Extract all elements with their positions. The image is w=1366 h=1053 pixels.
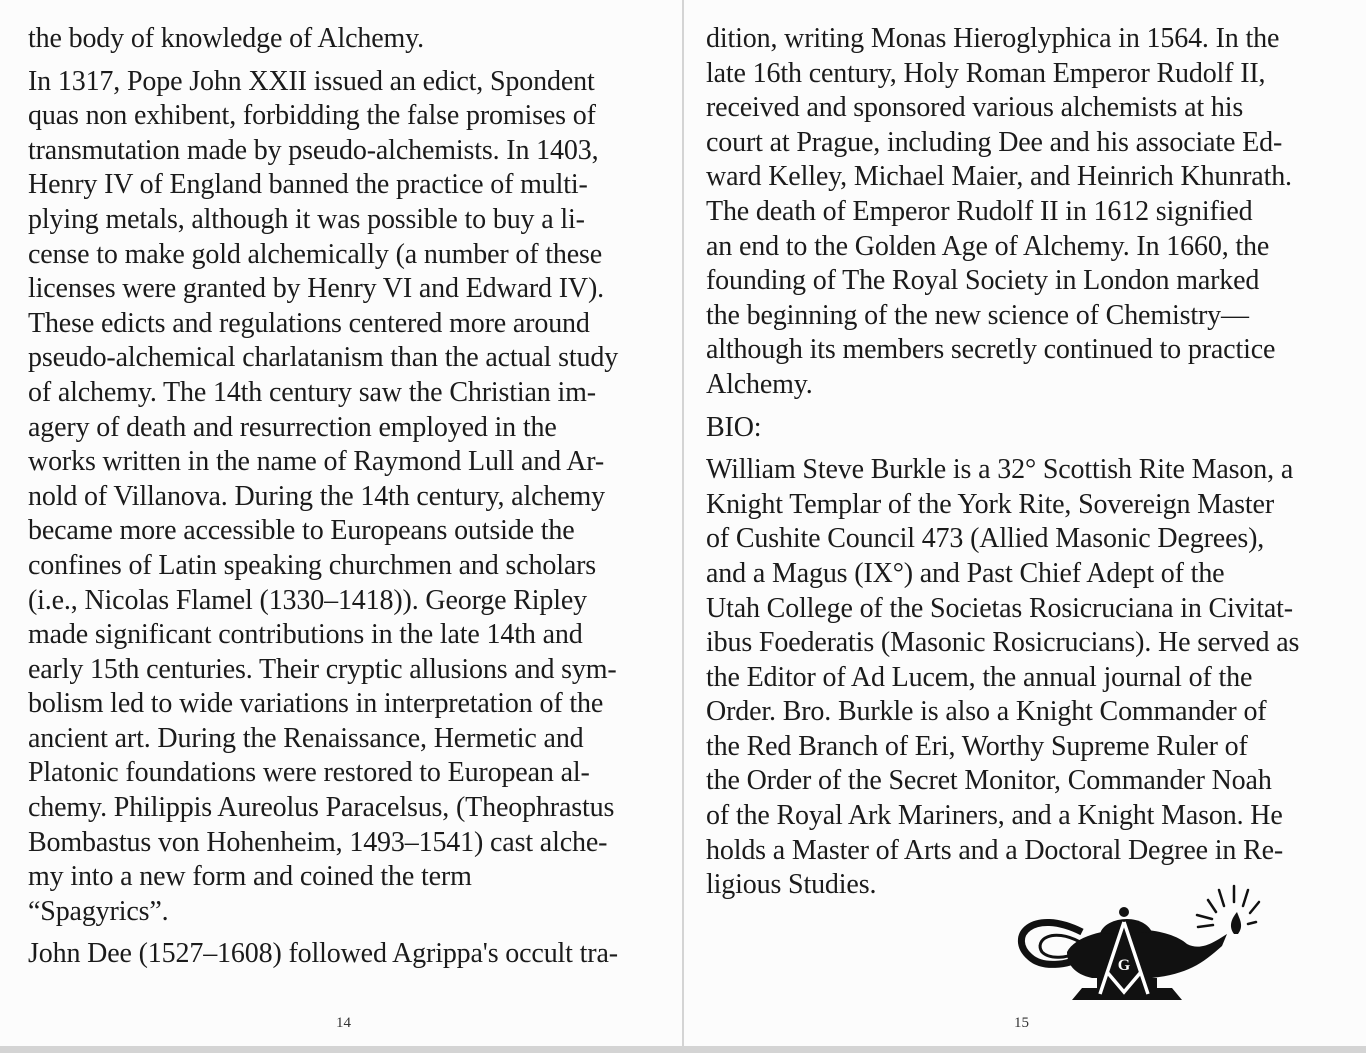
text-line: bolism led to wide variations in interpretation of the	[28, 688, 604, 720]
text-line: received and sponsored various alchemists at his	[706, 92, 1244, 124]
text-line: founding of The Royal Society in London marked	[706, 265, 1260, 297]
paragraph-rudolf	[706, 22, 1356, 403]
text-line: In 1317, Pope John XXII issued an edict, Spondent	[28, 65, 595, 97]
text-line: although its members secretly continued to practice	[706, 334, 1276, 366]
text-line: The death of Emperor Rudolf II in 1612 signified	[706, 195, 1253, 227]
page-number-right: 15	[1014, 1015, 1029, 1031]
text-line: an end to the Golden Age of Alchemy. In 1660, the	[706, 230, 1270, 262]
text-line: the beginning of the new science of Chemistry—	[706, 299, 1249, 331]
text-line: Utah College of the Societas Rosicruciana in Civitat-	[706, 592, 1293, 624]
text-line: Platonic foundations were restored to European al-	[28, 757, 590, 789]
text-line: “Spagyrics”.	[28, 895, 169, 927]
paragraph-john-dee	[28, 937, 668, 972]
text-line: made significant contributions in the late 14th and	[28, 619, 583, 651]
text-line: the Order of the Secret Monitor, Commander Noah	[706, 765, 1272, 797]
left-page-text	[28, 22, 668, 972]
text-line: my into a new form and coined the term	[28, 861, 472, 893]
text-line: became more accessible to Europeans outside the	[28, 515, 575, 547]
text-line: works written in the name of Raymond Lull and Ar-	[28, 446, 605, 478]
text-line: early 15th centuries. Their cryptic allusions and sym-	[28, 653, 617, 685]
text-line: ward Kelley, Michael Maier, and Heinrich Khunrath.	[706, 161, 1292, 193]
text-line: of the Royal Ark Mariners, and a Knight Mason. He	[706, 800, 1283, 832]
text-line: cense to make gold alchemically (a number of these	[28, 238, 603, 270]
text-line: ancient art. During the Renaissance, Hermetic and	[28, 722, 584, 754]
text-line: ibus Foederatis (Masonic Rosicrucians). He served as	[706, 627, 1300, 659]
text-line: agery of death and resurrection employed in the	[28, 411, 557, 443]
text-line: chemy. Philippis Aureolus Paracelsus, (Theophrastus	[28, 792, 615, 824]
text-line: William Steve Burkle is a 32° Scottish Rite Mason, a	[706, 454, 1294, 486]
text-line: Alchemy.	[706, 368, 813, 400]
text-line: ligious Studies.	[706, 869, 877, 901]
text-line: Bombastus von Hohenheim, 1493–1541) cast alche-	[28, 826, 608, 858]
text-line: Henry IV of England banned the practice of multi-	[28, 169, 588, 201]
text-line: pseudo-alchemical charlatanism than the actual study	[28, 342, 619, 374]
text-line: licenses were granted by Henry VI and Edward IV).	[28, 273, 605, 305]
text-line: the body of knowledge of Alchemy.	[28, 23, 425, 54]
text-line: holds a Master of Arts and a Doctoral Degree in Re-	[706, 834, 1284, 866]
page-number-left: 14	[336, 1015, 351, 1031]
masonic-lamp-icon	[1012, 882, 1262, 1007]
text-line: These edicts and regulations centered more around	[28, 307, 590, 339]
text-line: the Editor of Ad Lucem, the annual journal of the	[706, 661, 1253, 693]
text-line: of Cushite Council 473 (Allied Masonic Degrees),	[706, 523, 1265, 555]
bio-heading: BIO:	[706, 411, 762, 443]
emblem-letter: G	[1117, 957, 1131, 974]
text-line: Order. Bro. Burkle is also a Knight Commander of	[706, 696, 1267, 728]
text-line: of alchemy. The 14th century saw the Christian im-	[28, 376, 596, 408]
text-line: (i.e., Nicolas Flamel (1330–1418)). George Ripley	[28, 584, 588, 616]
text-line: transmutation made by pseudo-alchemists. In 1403,	[28, 134, 599, 166]
text-line: late 16th century, Holy Roman Emperor Rudolf II,	[706, 57, 1266, 89]
paragraph-edicts	[28, 65, 668, 930]
text-line: plying metals, although it was possible to buy a li-	[28, 203, 585, 235]
paragraph-bio	[706, 453, 1356, 903]
text-line: dition, writing Monas Hieroglyphica in 1564. In the	[706, 23, 1280, 54]
text-line: John Dee (1527–1608) followed Agrippa's occult tra-	[28, 938, 618, 970]
text-line: the Red Branch of Eri, Worthy Supreme Ruler of	[706, 730, 1248, 762]
text-line: Knight Templar of the York Rite, Sovereign Master	[706, 488, 1274, 520]
text-line: quas non exhibent, forbidding the false promises of	[28, 100, 596, 132]
text-line: court at Prague, including Dee and his associate Ed-	[706, 126, 1283, 158]
page-14	[0, 0, 682, 1046]
right-page-text	[706, 22, 1356, 903]
text-line: confines of Latin speaking churchmen and scholars	[28, 549, 597, 581]
text-line: nold of Villanova. During the 14th century, alchemy	[28, 480, 605, 512]
paragraph-intro	[28, 22, 668, 57]
text-line: and a Magus (IX°) and Past Chief Adept of the	[706, 557, 1225, 589]
page-15	[684, 0, 1366, 1046]
